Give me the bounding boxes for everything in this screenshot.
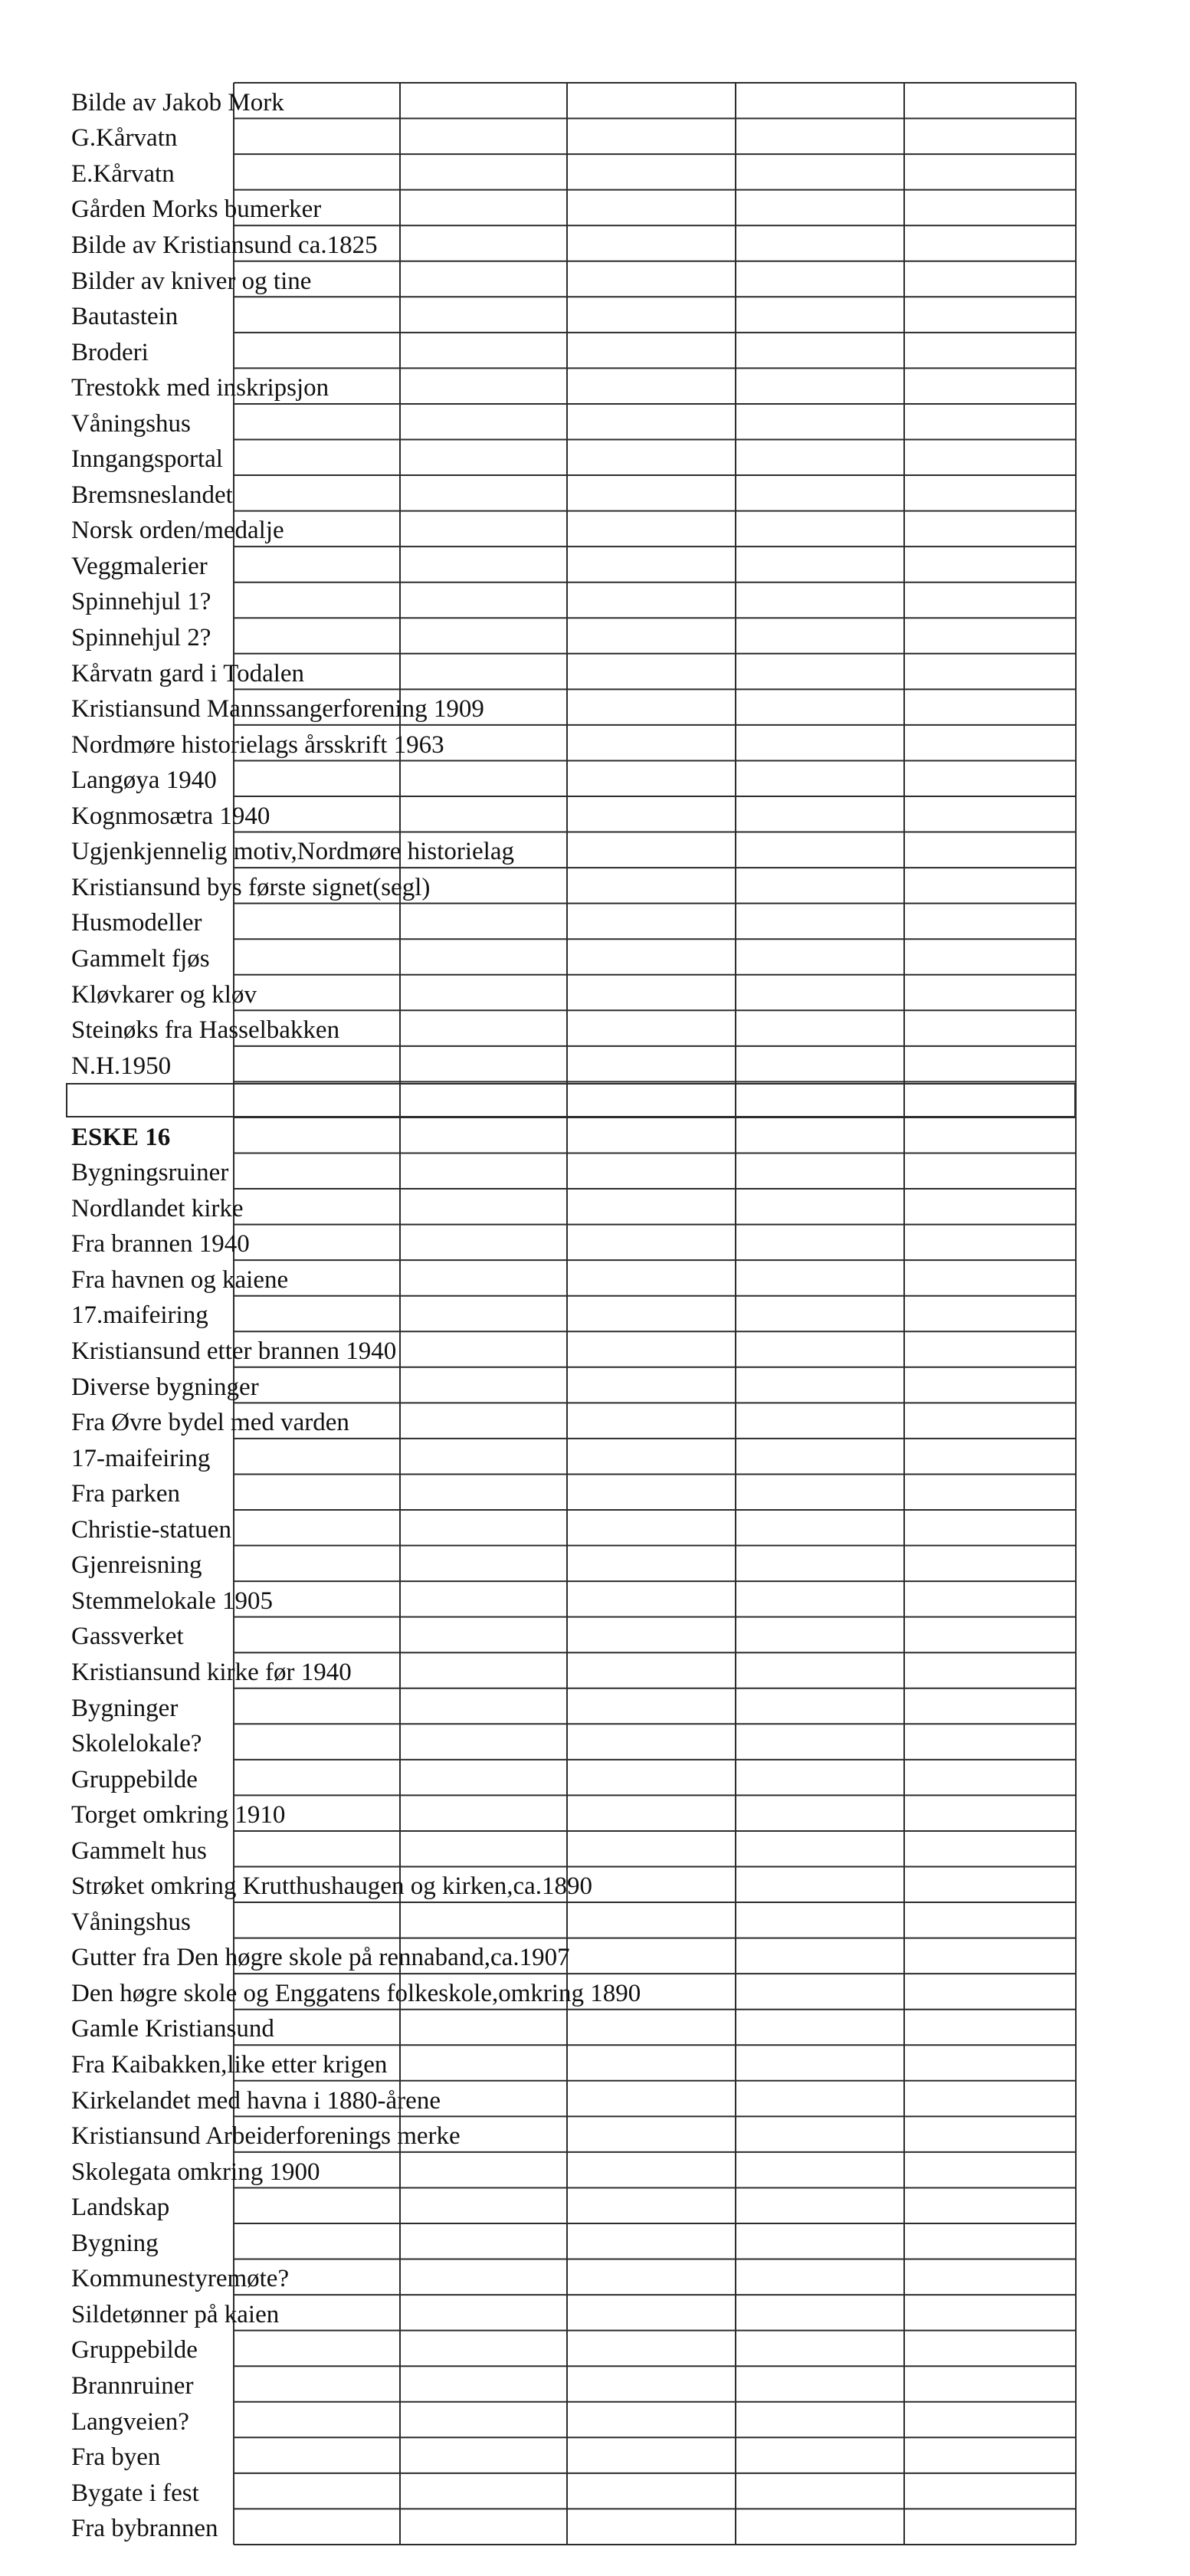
- catalog-entry: Landskap: [71, 2194, 170, 2222]
- catalog-entry: Sildetønner på kaien: [71, 2300, 280, 2328]
- section-heading: ESKE 16: [71, 1123, 171, 1151]
- catalog-entry: Den høgre skole og Enggatens folkeskole,omkring 1890: [71, 1979, 641, 2007]
- catalog-entry: Kognmosætra 1940: [71, 802, 270, 830]
- catalog-entry: Bilder av kniver og tine: [71, 267, 312, 295]
- catalog-entry: Kommunestyremøte?: [71, 2265, 290, 2293]
- catalog-entry: Våningshus: [71, 1908, 191, 1936]
- catalog-entry: Fra parken: [71, 1480, 181, 1508]
- catalog-entry: Bygate i fest: [71, 2479, 199, 2507]
- catalog-entry: Kristiansund etter brannen 1940: [71, 1337, 397, 1366]
- catalog-entry: E.Kårvatn: [71, 159, 175, 188]
- catalog-entry: Steinøks fra Hasselbakken: [71, 1016, 340, 1045]
- catalog-entry: Fra Kaibakken,like etter krigen: [71, 2051, 388, 2079]
- catalog-entry: Gassverket: [71, 1623, 184, 1651]
- catalog-entry: Fra Øvre bydel med varden: [71, 1409, 349, 1437]
- catalog-entry: Bygning: [71, 2229, 159, 2257]
- catalog-entry: Gården Morks bumerker: [71, 195, 322, 224]
- catalog-entry: Gruppebilde: [71, 1765, 198, 1793]
- catalog-entry: 17.maifeiring: [71, 1301, 208, 1330]
- catalog-entry: Spinnehjul 1?: [71, 588, 211, 616]
- catalog-entry: Gammelt hus: [71, 1836, 207, 1865]
- catalog-entry: Husmodeller: [71, 909, 202, 937]
- catalog-entry: Bautastein: [71, 303, 179, 331]
- catalog-entry: Veggmalerier: [71, 552, 208, 580]
- catalog-entry: Kårvatn gard i Todalen: [71, 659, 305, 687]
- catalog-entry: Broderi: [71, 338, 149, 366]
- catalog-entry: Norsk orden/medalje: [71, 517, 284, 545]
- catalog-entry: Gruppebilde: [71, 2336, 198, 2364]
- catalog-entry: Trestokk med inskripsjon: [71, 374, 329, 402]
- catalog-entry: Langøya 1940: [71, 766, 217, 795]
- catalog-entry: Langveien?: [71, 2407, 189, 2436]
- catalog-entry: Kristiansund bys første signet(segl): [71, 873, 431, 901]
- catalog-entry: Spinnehjul 2?: [71, 624, 211, 652]
- catalog-entry: Fra byen: [71, 2443, 161, 2472]
- catalog-entry: Kirkelandet med havna i 1880-årene: [71, 2086, 441, 2115]
- catalog-entry: Bilde av Kristiansund ca.1825: [71, 231, 378, 259]
- catalog-entry: Skolelokale?: [71, 1730, 202, 1758]
- blank-separator-box: [66, 1083, 1076, 1117]
- catalog-entry: Gammelt fjøs: [71, 944, 210, 973]
- catalog-entry: Ugjenkjennelig motiv,Nordmøre historielag: [71, 838, 514, 866]
- catalog-entry: Skolegata omkring 1900: [71, 2158, 320, 2186]
- catalog-entry: N.H.1950: [71, 1052, 172, 1080]
- catalog-entry: Diverse bygninger: [71, 1373, 259, 1401]
- catalog-entry: Fra havnen og kaiene: [71, 1265, 289, 1294]
- catalog-entry: Gamle Kristiansund: [71, 2015, 274, 2043]
- catalog-entry: Bremsneslandet: [71, 481, 233, 509]
- catalog-entry: Kristiansund Arbeiderforenings merke: [71, 2122, 461, 2151]
- catalog-entry: Inngangsportal: [71, 445, 223, 474]
- catalog-entry: Fra bybrannen: [71, 2515, 218, 2543]
- catalog-entry: Brannruiner: [71, 2371, 194, 2400]
- catalog-entry: G.Kårvatn: [71, 124, 178, 153]
- catalog-entry: Gjenreisning: [71, 1551, 202, 1580]
- catalog-entry: Kløvkarer og kløv: [71, 980, 257, 1009]
- catalog-entry: Torget omkring 1910: [71, 1801, 286, 1829]
- catalog-entry: Våningshus: [71, 409, 191, 438]
- catalog-entry: Christie-statuen: [71, 1515, 231, 1544]
- catalog-entry: Kristiansund kirke før 1940: [71, 1658, 352, 1686]
- catalog-entry: Bygningsruiner: [71, 1159, 229, 1187]
- catalog-entry: Nordmøre historielags årsskrift 1963: [71, 730, 444, 759]
- catalog-entry: Bilde av Jakob Mork: [71, 88, 284, 116]
- catalog-entry: Gutter fra Den høgre skole på rennaband,ca.1907: [71, 1944, 570, 1972]
- catalog-entry: Bygninger: [71, 1694, 179, 1722]
- catalog-entry: Kristiansund Mannssangerforening 1909: [71, 695, 484, 724]
- catalog-entry: 17-maifeiring: [71, 1444, 211, 1472]
- catalog-entry: Strøket omkring Krutthushaugen og kirken,ca.1890: [71, 1872, 593, 1901]
- catalog-entry: Nordlandet kirke: [71, 1194, 244, 1222]
- catalog-entry: Fra brannen 1940: [71, 1230, 250, 1258]
- catalog-entry: Stemmelokale 1905: [71, 1587, 274, 1615]
